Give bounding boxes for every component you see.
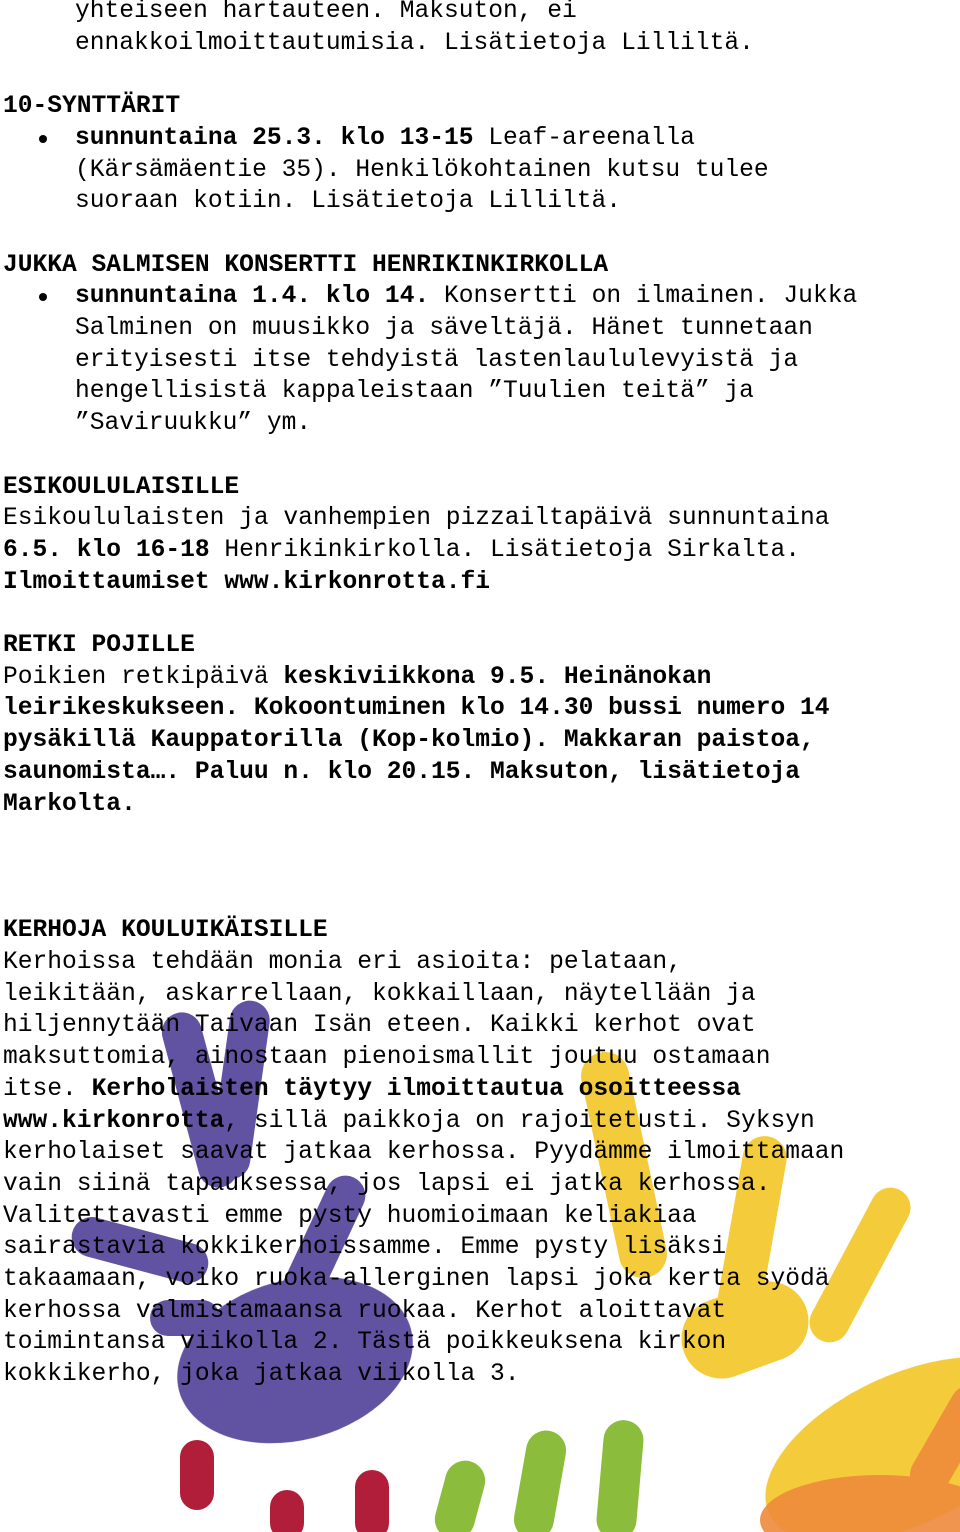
club-text-line: Valitettavasti emme pysty huomioimaan keliakiaa [3, 1202, 697, 1230]
club-text-line [3, 1074, 960, 1106]
event-detail [3, 662, 960, 694]
event-detail: ”Saviruukku” ym. [75, 410, 312, 438]
event-detail: Esikoululaisten ja vanhempien pizzailtapäivä sunnuntaina [3, 505, 830, 533]
event-detail: suoraan kotiin. Lisätietoja Lilliltä. [75, 188, 622, 216]
event-detail: hengellisistä kappaleistaan ”Tuulien teitä” ja [75, 378, 754, 406]
event-detail: Salminen on muusikko ja säveltäjä. Hänet tunnetaan [75, 315, 813, 342]
event-detail: Konsertti on ilmainen. Jukka [429, 283, 858, 311]
event-detail: Poikien retkipäivä [3, 663, 284, 691]
event-date: keskiviikkona 9.5. Heinänokan [283, 663, 712, 691]
event-detail: erityisesti itse tehdyistä lastenlaululevyistä ja [75, 346, 799, 374]
section-heading-concert: JUKKA SALMISEN KONSERTTI HENRIKINKIRKOLLA [3, 251, 609, 279]
club-text-line: vain siinä tapauksessa, jos lapsi ei jatka kerhossa. [3, 1170, 771, 1198]
club-text-line: takaamaan, voiko ruoka-allerginen lapsi joka kerta syödä [3, 1266, 830, 1294]
club-text-line: leikitään, askarrellaan, kokkaillaan, näytellään ja [3, 980, 756, 1008]
event-detail: leirikeskukseen. Kokoontuminen klo 14.30 bussi numero 14 [3, 695, 830, 723]
club-text: itse. [3, 1075, 92, 1103]
club-text: , sillä paikkoja on rajoitetusti. Syksyn [224, 1107, 815, 1135]
section-heading-clubs: KERHOJA KOULUIKÄISILLE [3, 917, 328, 945]
club-text-line: kokkikerho, joka jatkaa viikolla 3. [3, 1361, 520, 1389]
bullet-item-birthday [3, 123, 960, 155]
bullet-item-concert [3, 281, 960, 313]
club-text-line [3, 1106, 960, 1138]
event-date: sunnuntaina 25.3. klo 13-15 [75, 124, 474, 152]
event-detail: Markolta. [3, 790, 136, 818]
event-date: sunnuntaina 1.4. klo 14. [75, 283, 430, 311]
event-detail: saunomista…. Paluu n. klo 20.15. Maksuton, lisätietoja [3, 758, 800, 786]
club-text-line: kerholaiset saavat jatkaa kerhossa. Pyydämme ilmoittamaan [3, 1139, 845, 1167]
club-text-line: maksuttomia, ainostaan pienoismallit joutuu ostamaan [3, 1044, 771, 1072]
club-registration-link[interactable]: www.kirkonrotta [3, 1107, 225, 1135]
event-detail [3, 535, 960, 567]
event-detail: (Kärsämäentie 35). Henkilökohtainen kutsu tulee [75, 156, 769, 184]
event-date: 6.5. klo 16-18 [3, 536, 210, 564]
club-registration-note: Kerholaisten täytyy ilmoittautua osoitteessa [91, 1075, 741, 1103]
club-text-line: sairastavia kokkikerhoissamme. Emme pysty lisäksi [3, 1234, 727, 1262]
registration-link[interactable]: Ilmoittaumiset www.kirkonrotta.fi [3, 568, 491, 596]
club-text-line: Kerhoissa tehdään monia eri asioita: pelataan, [3, 948, 682, 976]
intro-line: ennakkoilmoittautumisia. Lisätietoja Lilliltä. [75, 29, 754, 57]
club-text-line: toimintansa viikolla 2. Tästä poikkeuksena kirkon [3, 1329, 727, 1357]
section-heading-preschool: ESIKOULULAISILLE [3, 473, 240, 501]
event-detail: Leaf-areenalla [473, 124, 695, 152]
section-heading-trip: RETKI POJILLE [3, 632, 195, 659]
newsletter-page [3, 0, 960, 1391]
club-text-line: hiljennytään Taivaan Isän eteen. Kaikki kerhot ovat [3, 1012, 756, 1040]
intro-line: yhteiseen hartauteen. Maksuton, ei [75, 0, 577, 25]
event-detail: pysäkillä Kauppatorilla (Kop-kolmio). Makkaran paistoa, [3, 727, 815, 755]
section-heading-birthday: 10-SYNTTÄRIT [3, 93, 181, 121]
red-handprint-icon [180, 1440, 389, 1532]
event-detail: Henrikinkirkolla. Lisätietoja Sirkalta. [209, 536, 800, 564]
green-handprint-icon [430, 1418, 645, 1532]
club-text-line: kerhossa valmistamaansa ruokaa. Kerhot aloittavat [3, 1297, 727, 1325]
